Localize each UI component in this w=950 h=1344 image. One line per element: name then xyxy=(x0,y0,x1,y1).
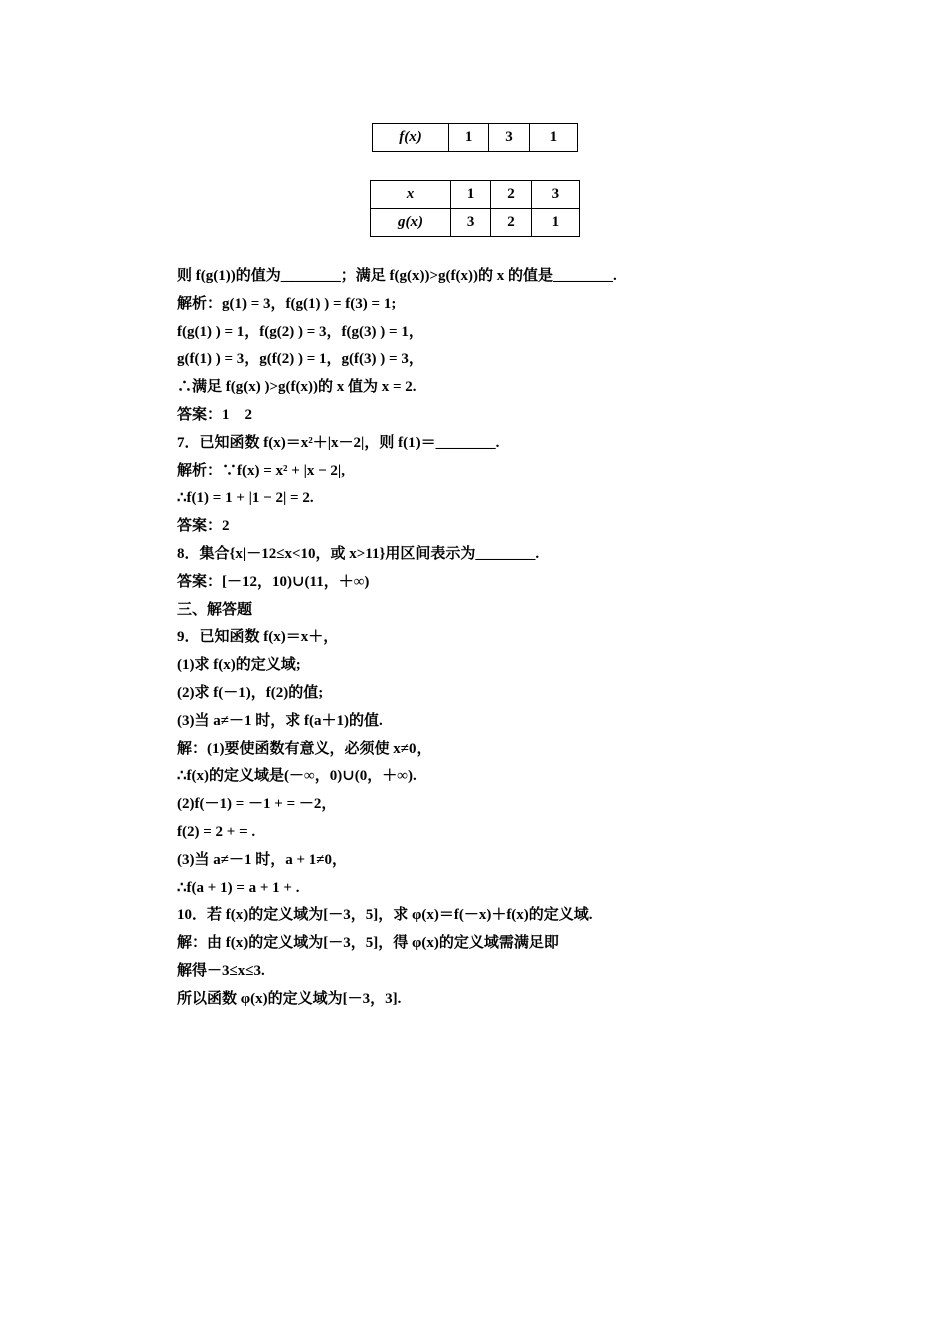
text-line: f(2) = 2 + = . xyxy=(177,823,256,840)
text-line: (3)当 a≠－1 时，求 f(a＋1)的值. xyxy=(177,712,383,729)
text-line: 答案：2 xyxy=(177,518,230,535)
text-line: (3)当 a≠－1 时，a + 1≠0， xyxy=(177,851,348,868)
table-cell: 2 xyxy=(491,181,531,209)
text-line: ∴f(a + 1) = a + 1 + . xyxy=(177,879,300,896)
text-line: (2)f(－1) = －1 + = －2， xyxy=(177,796,337,813)
text-line: 解析：∵f(x) = x² + |x − 2|, xyxy=(177,462,345,479)
row-label: g(x) xyxy=(371,209,451,237)
row-label: f(x) xyxy=(373,124,449,152)
table-cell: 1 xyxy=(531,209,579,237)
table-cell: 3 xyxy=(531,181,579,209)
text-line: 解得－3≤x≤3. xyxy=(177,962,265,979)
table-cell: 1 xyxy=(529,124,577,152)
text-line: 则 f(g(1))的值为________；满足 f(g(x))>g(f(x))的 x 的值是________. xyxy=(177,268,617,284)
text-line: 8．集合{x|－12≤x<10，或 x>11}用区间表示为________. xyxy=(177,545,540,562)
table-row xyxy=(373,124,578,152)
text-line: 答案：1 2 xyxy=(177,406,253,423)
table-g xyxy=(370,180,580,237)
table-cell: 2 xyxy=(491,209,531,237)
solution-text xyxy=(177,263,877,1014)
table-row xyxy=(371,209,580,237)
text-line: 解析：g(1) = 3，f(g(1) ) = f(3) = 1; xyxy=(177,295,397,312)
text-line: (2)求 f(－1)，f(2)的值; xyxy=(177,684,324,701)
row-label: x xyxy=(371,181,451,209)
text-line: 所以函数 φ(x)的定义域为[－3，3]. xyxy=(177,990,402,1007)
table-cell: 1 xyxy=(448,124,488,152)
text-line: ∴f(x)的定义域是(－∞，0)∪(0，＋∞). xyxy=(177,768,417,785)
text-line: 答案：[－12，10)∪(11，＋∞) xyxy=(177,573,370,590)
text-line: 解：(1)要使函数有意义，必须使 x≠0， xyxy=(177,740,432,757)
section-heading: 三、解答题 xyxy=(177,601,253,618)
table-cell: 1 xyxy=(450,181,490,209)
text-line: 9．已知函数 f(x)＝x＋， xyxy=(177,629,339,646)
text-line: 7．已知函数 f(x)＝x²＋|x－2|，则 f(1)＝________. xyxy=(177,434,500,451)
table-cell: 3 xyxy=(450,209,490,237)
text-line: ∴f(1) = 1 + |1 − 2| = 2. xyxy=(177,490,314,507)
text-line: g(f(1) ) = 3，g(f(2) ) = 1，g(f(3) ) = 3， xyxy=(177,351,424,368)
text-line: ∴满足 f(g(x) )>g(f(x))的 x 值为 x = 2. xyxy=(177,379,417,396)
text-line: 10．若 f(x)的定义域为[－3，5]，求 φ(x)＝f(－x)＋f(x)的定义域. xyxy=(177,907,593,924)
text-line: f(g(1) ) = 1，f(g(2) ) = 3，f(g(3) ) = 1， xyxy=(177,323,424,340)
table-cell: 3 xyxy=(489,124,529,152)
table-f xyxy=(372,123,578,152)
text-line: 解：由 f(x)的定义域为[－3，5]，得 φ(x)的定义域需满足即 xyxy=(177,935,559,952)
text-line: (1)求 f(x)的定义域; xyxy=(177,657,301,674)
table-row xyxy=(371,181,580,209)
